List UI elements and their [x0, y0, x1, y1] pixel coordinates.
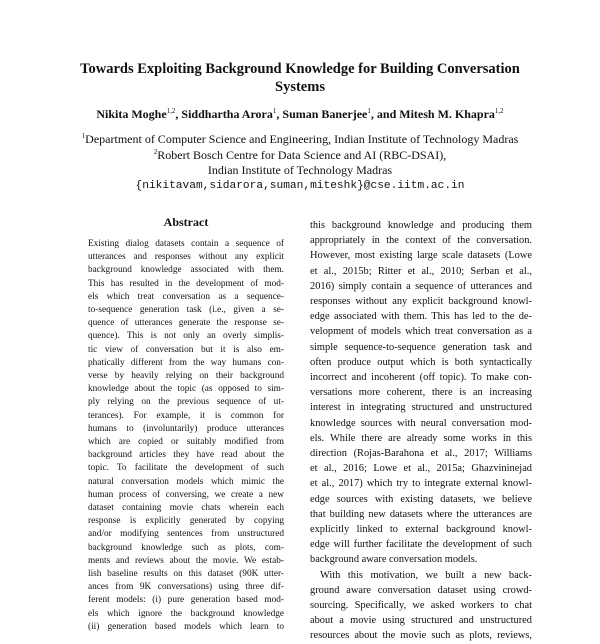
body-text-line: often produce output which is both syntactically [310, 356, 532, 368]
affiliation-text: Department of Computer Science and Engineering, Indian Institute of Technology Madras [85, 132, 519, 146]
abstract-line: terances). For example, it is common for [88, 410, 284, 421]
introduction-body [310, 218, 532, 644]
body-text-line: edge sources with existing datasets, we believe [310, 493, 532, 505]
author-separator: , and [370, 107, 400, 121]
affiliation-text: Robert Bosch Centre for Data Science and AI (RBC-DSAI), [157, 147, 447, 162]
affiliation-mark: 1 [81, 132, 86, 140]
abstract-line: (ii) generation based models which learn to [88, 621, 284, 632]
abstract-line: quence). This is not only an overly simplis- [88, 331, 284, 342]
author-affiliation-mark: 1 [367, 107, 371, 115]
abstract-line: tic view of conversation but it is also em- [88, 344, 284, 355]
abstract-line: lish baseline results on this dataset (90K utter- [88, 569, 284, 580]
body-text-line: interest in integrating structured and unstructured [310, 402, 532, 414]
author-affiliation-mark: 1,2 [494, 107, 504, 115]
body-text-line: background aware conversation models. [310, 554, 478, 566]
body-text-line: With this motivation, we built a new back- [320, 569, 532, 581]
affiliation-line-3: Indian Institute of Technology Madras [207, 163, 393, 177]
affiliation-mark: 2 [153, 147, 158, 156]
abstract-line: quence of utterances generate the response se- [88, 318, 284, 329]
affiliation-line-2 [40, 148, 560, 164]
body-text-line: 2016) simply contain a sequence of utterances and [310, 280, 532, 292]
body-text-line: that building new datasets where the utterances are [310, 508, 532, 520]
author-list [40, 106, 560, 122]
abstract-body [88, 238, 284, 634]
author-affiliation-mark: 1,2 [166, 107, 176, 115]
body-text-line: simple sequence-to-sequence generation task and [310, 341, 532, 353]
body-text-line: about a movie using structured and unstructured [310, 615, 532, 627]
author-emails: {nikitavam,sidarora,suman,miteshk}@cse.iitm.ac.in [135, 179, 465, 192]
affiliation-line-1 [40, 132, 560, 148]
body-text-line: versations more coherent, there is an increasing [310, 387, 532, 399]
abstract-line: human process of conversing, we create a new [88, 489, 284, 500]
author-name: Nikita Moghe [96, 107, 167, 121]
abstract-line: phatically different from the way humans con- [88, 357, 284, 368]
body-text-line: sourcing. Specifically, we asked workers to chat [310, 600, 532, 612]
abstract-line: natural conversation models which mimic the [88, 476, 284, 487]
abstract-line: humans to (involuntarily) produce utterances [88, 423, 284, 434]
abstract-line: and/or modifying sentences from unstructured [88, 529, 284, 540]
abstract-line: els which treat conversation as a sequence- [88, 291, 284, 302]
body-text-line: explicitly linked to external background knowl- [310, 524, 532, 536]
abstract-line: ances from 9K conversations) using three dif- [88, 582, 284, 593]
abstract-line: response is explicitly generated by copying [88, 516, 284, 527]
abstract-line: which are copied or suitably modified from [88, 437, 284, 448]
author-name: Suman Banerjee [282, 107, 368, 121]
body-text-line: However, most existing large scale datasets (Lowe [310, 250, 532, 262]
body-text-line: incorrect and incoherent (off topic). To make con- [310, 372, 532, 384]
author-name: Mitesh M. Khapra [399, 107, 495, 121]
abstract-line: topic. To facilitate the development of such [88, 463, 284, 474]
body-text-line: this background knowledge and producing them [310, 220, 532, 231]
abstract-line: utterances and responses without any explicit [88, 252, 284, 263]
body-text-line: velopment of models which treat conversation as a [310, 326, 532, 338]
body-text-line: responses without any explicit background knowl- [310, 296, 532, 308]
abstract-line: background knowledge such as plots, com- [88, 542, 284, 553]
abstract-line: knowledge about the topic (as opposed to sim- [88, 384, 284, 395]
abstract-line: ferent models: (i) pure generation based mod- [88, 595, 284, 606]
abstract-line: dataset containing movie chats wherein each [88, 503, 284, 514]
author-affiliation-mark: 1 [272, 107, 277, 115]
author-separator: , [175, 107, 182, 121]
body-text-line: edge associated with them. This has led to the de- [310, 311, 532, 323]
author-separator: , [276, 107, 283, 121]
body-text-line: resources about the movie such as plots, reviews, [310, 630, 532, 642]
body-text-line: knowledge sources with neural conversation mod- [310, 417, 532, 429]
body-text-line: et al., 2016; Lowe et al., 2015a; Ghazvininejad [310, 463, 532, 475]
paper-title [60, 60, 540, 96]
abstract-line: background articles they have read about the [88, 450, 284, 461]
abstract-line: background knowledge associated with them. [88, 265, 284, 276]
abstract-line: Existing dialog datasets contain a sequence of [88, 239, 284, 249]
body-text-line: direction (Rojas-Barahona et al., 2017; Williams [310, 448, 532, 460]
title-line-1: Towards Exploiting Background Knowledge for Building Conversation [80, 61, 520, 77]
body-text-line: appropriately in the context of the conversation. [310, 235, 532, 247]
abstract-line: This has resulted in the development of mod- [88, 278, 284, 289]
body-text-line: els. While there are already some works in this [310, 432, 532, 444]
abstract-line: ments and reviews about the movie. We estab- [88, 555, 284, 566]
abstract-line: els which ignore the background knowledge [88, 608, 284, 619]
abstract-line: ply relying on the previous sequence of ut- [88, 397, 284, 408]
abstract-line: verse by heavily relying on their background [88, 371, 284, 382]
abstract-heading: Abstract [163, 215, 209, 229]
title-line-2: Systems [275, 79, 325, 95]
author-name: Siddhartha Arora [181, 107, 273, 121]
body-text-line: edge will further facilitate the development of such [310, 539, 532, 551]
body-text-line: et al., 2015b; Ritter et al., 2010; Serban et al., [310, 265, 532, 277]
abstract-line: to-sequence generation task (i.e., given a se- [88, 305, 284, 316]
body-text-line: ground aware conversation dataset using crowd- [310, 584, 532, 596]
body-text-line: et al., 2017) which try to integrate external knowl- [310, 478, 532, 490]
affiliations [40, 132, 560, 194]
